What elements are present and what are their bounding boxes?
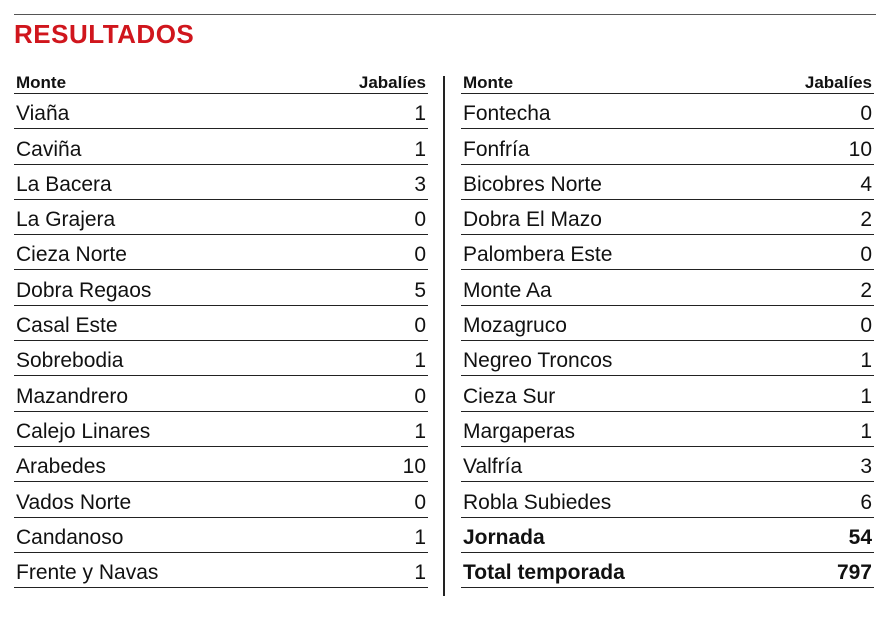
monte-name: Viaña: [14, 94, 314, 129]
table-row: [461, 305, 874, 340]
table-row: [461, 482, 874, 517]
jabalies-count: 0: [760, 305, 874, 340]
table-row: [14, 129, 428, 164]
table-row: [461, 129, 874, 164]
jabalies-count: 1: [314, 517, 428, 552]
table-row: [14, 235, 428, 270]
total-value: 54: [760, 517, 874, 552]
total-row-temporada: [461, 552, 874, 587]
table-row: [461, 235, 874, 270]
jabalies-count: 1: [314, 129, 428, 164]
jabalies-count: 0: [760, 94, 874, 129]
table-row: [14, 411, 428, 446]
monte-name: Casal Este: [14, 305, 314, 340]
column-divider: [443, 76, 445, 596]
jabalies-count: 0: [314, 376, 428, 411]
table-row: [14, 376, 428, 411]
table-row: [14, 517, 428, 552]
monte-name: Fonfría: [461, 129, 760, 164]
table-row: [14, 482, 428, 517]
jabalies-count: 1: [760, 341, 874, 376]
monte-name: Calejo Linares: [14, 411, 314, 446]
jabalies-count: 1: [760, 376, 874, 411]
monte-name: La Grajera: [14, 199, 314, 234]
monte-name: Mozagruco: [461, 305, 760, 340]
table-row: [14, 341, 428, 376]
monte-name: Negreo Troncos: [461, 341, 760, 376]
jabalies-count: 1: [314, 552, 428, 587]
monte-name: Valfría: [461, 446, 760, 481]
monte-name: Palombera Este: [461, 235, 760, 270]
jabalies-count: 5: [314, 270, 428, 305]
jabalies-count: 10: [760, 129, 874, 164]
total-value: 797: [760, 552, 874, 587]
table-row: [14, 446, 428, 481]
table-row: [461, 94, 874, 129]
monte-name: Candanoso: [14, 517, 314, 552]
table-row: [14, 164, 428, 199]
monte-name: Cieza Sur: [461, 376, 760, 411]
jabalies-count: 1: [314, 341, 428, 376]
jabalies-count: 2: [760, 270, 874, 305]
monte-name: Arabedes: [14, 446, 314, 481]
table-row: [461, 164, 874, 199]
jabalies-count: 3: [760, 446, 874, 481]
monte-name: Bicobres Norte: [461, 164, 760, 199]
table-row: [461, 411, 874, 446]
table-row: [14, 270, 428, 305]
monte-name: Monte Aa: [461, 270, 760, 305]
table-row: [461, 341, 874, 376]
table-row: [14, 305, 428, 340]
jabalies-count: 0: [314, 199, 428, 234]
monte-name: Dobra Regaos: [14, 270, 314, 305]
total-row-jornada: [461, 517, 874, 552]
results-table-left: [14, 68, 428, 588]
table-row: [461, 376, 874, 411]
monte-name: Vados Norte: [14, 482, 314, 517]
table-row: [461, 446, 874, 481]
table-row: [461, 270, 874, 305]
monte-name: Cieza Norte: [14, 235, 314, 270]
monte-name: Fontecha: [461, 94, 760, 129]
table-header-row: [14, 68, 428, 94]
jabalies-count: 6: [760, 482, 874, 517]
jabalies-count: 0: [314, 305, 428, 340]
table-row: [14, 94, 428, 129]
results-title: RESULTADOS: [14, 19, 195, 49]
table-row: [14, 199, 428, 234]
jabalies-count: 1: [314, 94, 428, 129]
table-row: [461, 199, 874, 234]
jabalies-count: 2: [760, 199, 874, 234]
monte-name: Robla Subiedes: [461, 482, 760, 517]
table-header-row: [461, 68, 874, 94]
table-row: [14, 552, 428, 587]
jabalies-count: 0: [314, 235, 428, 270]
jabalies-count: 10: [314, 446, 428, 481]
monte-name: Frente y Navas: [14, 552, 314, 587]
monte-name: Margaperas: [461, 411, 760, 446]
monte-name: Sobrebodia: [14, 341, 314, 376]
monte-name: La Bacera: [14, 164, 314, 199]
results-table-right: [461, 68, 874, 588]
header-jabalies: Jabalíes: [314, 68, 428, 94]
top-rule: [14, 14, 876, 15]
jabalies-count: 1: [314, 411, 428, 446]
header-monte: Monte: [461, 68, 760, 94]
header-monte: Monte: [14, 68, 314, 94]
jabalies-count: 0: [314, 482, 428, 517]
jabalies-count: 1: [760, 411, 874, 446]
header-jabalies: Jabalíes: [760, 68, 874, 94]
total-label: Jornada: [461, 517, 760, 552]
total-label: Total temporada: [461, 552, 760, 587]
jabalies-count: 3: [314, 164, 428, 199]
jabalies-count: 0: [760, 235, 874, 270]
monte-name: Caviña: [14, 129, 314, 164]
monte-name: Dobra El Mazo: [461, 199, 760, 234]
monte-name: Mazandrero: [14, 376, 314, 411]
jabalies-count: 4: [760, 164, 874, 199]
